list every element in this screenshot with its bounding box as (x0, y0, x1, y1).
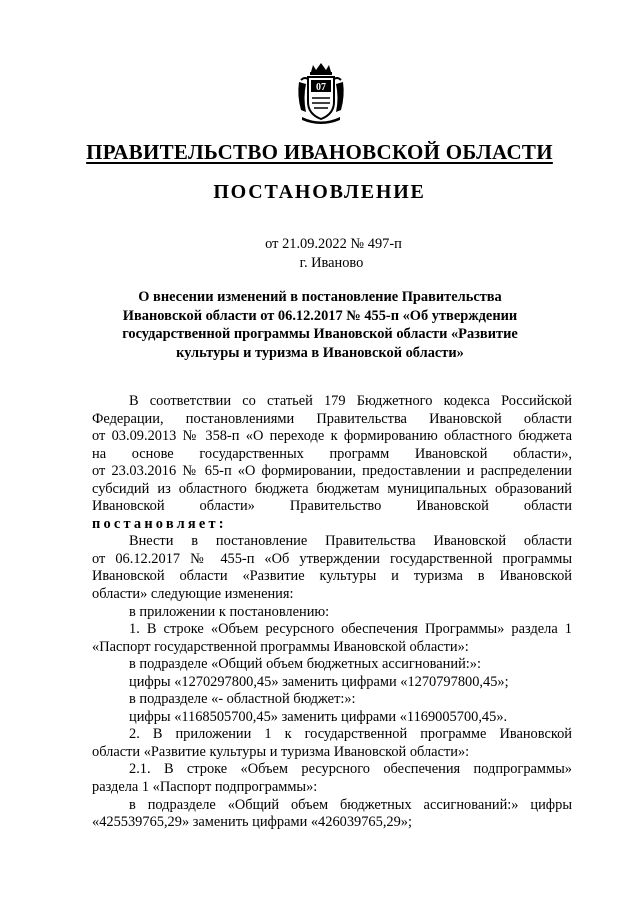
body-line: от 23.03.2016 № 65-п «О формировании, предоставлении и распределении (92, 463, 572, 480)
body-line: цифры «1168505700,45» заменить цифрами «1169005700,45». (129, 708, 508, 725)
body-line: в подразделе «Общий объем бюджетных ассигнований:» цифры (129, 796, 572, 813)
body-line: 2. В приложении 1 к государственной программе Ивановской (129, 726, 572, 743)
body-line: в приложении к постановлению: (129, 603, 330, 620)
crown-shape (311, 63, 331, 72)
title-line: культуры и туризма в Ивановской области» (176, 344, 464, 361)
body-line: цифры «1270297800,45» заменить цифрами «1270797800,45»; (129, 673, 509, 690)
document-city: г. Иваново (299, 255, 364, 271)
body-line: от 06.12.2017 № 455-п «Об утверждении государственной программы (92, 550, 572, 567)
body-line: «425539765,29» заменить цифрами «426039765,29»; (92, 814, 413, 831)
body-line: Ивановской области» Правительство Ивановской области (92, 498, 572, 515)
body-line: субсидий из областного бюджета бюджетам муниципальных образований (92, 480, 572, 497)
coat-of-arms-icon (296, 62, 346, 126)
shield-year-mark: 07 (316, 82, 326, 93)
body-line: 1. В строке «Объем ресурсного обеспечения Программы» раздела 1 (129, 621, 572, 638)
body-line: в подразделе «- областной бюджет:»: (129, 691, 356, 708)
document-body (92, 393, 572, 832)
body-line: в подразделе «Общий объем бюджетных ассигнований:»: (129, 656, 481, 673)
body-line: раздела 1 «Паспорт подпрограммы»: (92, 779, 318, 796)
body-line: Федерации, постановлениями Правительства Ивановской области (92, 410, 572, 427)
title-line: Ивановской области от 06.12.2017 № 455-п «Об утверждении (122, 307, 518, 324)
document-date-number: от 21.09.2022 № 497-п (265, 236, 402, 252)
left-supporter (298, 82, 306, 112)
crown-band (310, 72, 332, 75)
body-line: 2.1. В строке «Объем ресурсного обеспечения подпрограммы» (129, 761, 572, 778)
body-line: области» следующие изменения: (92, 586, 294, 603)
body-line: от 03.09.2013 № 358-п «О переходе к формированию областного бюджета (92, 428, 572, 445)
body-line: Ивановской области «Развитие культуры и туризма в Ивановской (92, 568, 572, 585)
body-line: «Паспорт государственной программы Ивановской области»: (92, 638, 469, 655)
body-line: Внести в постановление Правительства Ивановской области (129, 533, 572, 550)
document-type: ПОСТАНОВЛЕНИЕ (213, 181, 426, 203)
organization-text: ПРАВИТЕЛЬСТВО ИВАНОВСКОЙ ОБЛАСТИ (86, 140, 553, 164)
organization-name (0, 140, 639, 165)
title-line: О внесении изменений в постановление Правительства (138, 289, 502, 305)
title-line: государственной программы Ивановской области «Развитие (122, 326, 518, 343)
right-supporter (336, 82, 344, 112)
document-title (120, 288, 520, 362)
body-line: области «Развитие культуры и туризма Ивановской области»: (92, 743, 470, 760)
body-line: на основе государственных программ Ивановской области», (92, 445, 572, 462)
decree-keyword: постановляет: (92, 515, 227, 532)
coat-of-arms-graphic (296, 62, 346, 126)
body-line: В соответствии со статьей 179 Бюджетного кодекса Российской (129, 393, 572, 409)
